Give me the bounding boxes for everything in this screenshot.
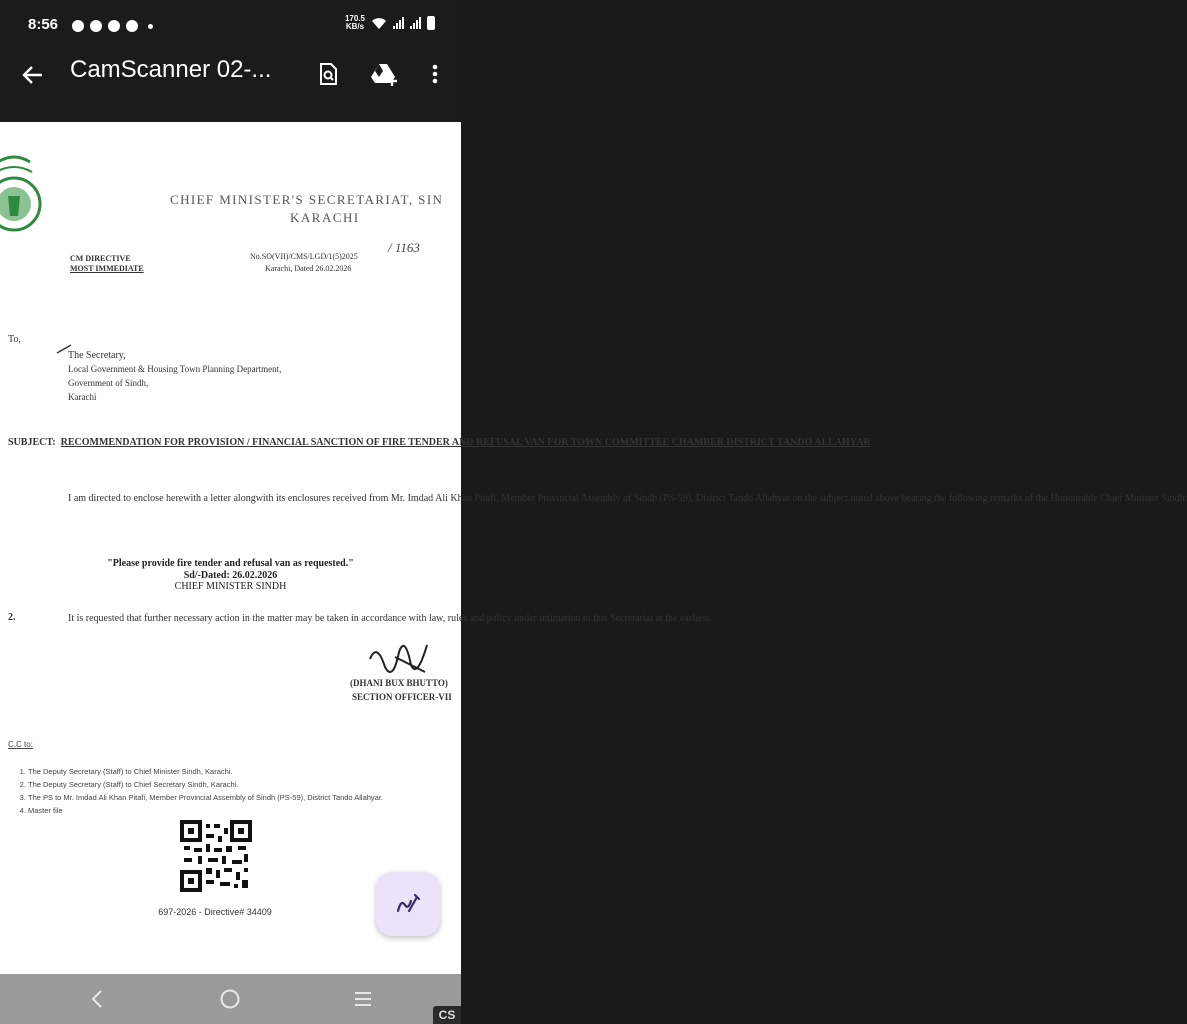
reference-number: No.SO(VII)/CMS/LGD/1(5)2025 [250,252,358,261]
signatory-title: SECTION OFFICER-VII [352,692,452,702]
facebook-icon [108,20,120,32]
directive-label: CM DIRECTIVE [70,254,131,263]
priority-label: MOST IMMEDIATE [70,264,144,273]
nav-home-icon[interactable] [215,986,245,1012]
nav-back-icon[interactable] [82,986,112,1012]
addressee-line: Local Government & Housing Town Planning Department, [68,364,282,374]
notification-icons [72,19,153,33]
cc-item: 3. The PS to Mr. Imdad Ali Khan Pitafi, Member Provincial Assembly of Sindh (PS-59), District Tando Allahyar. [28,791,458,804]
to-label: To, [8,334,21,345]
cc-label: C.C to: [8,740,33,749]
find-in-page-icon[interactable] [313,59,343,89]
more-vert-icon[interactable] [420,59,450,89]
nav-recents-icon[interactable] [348,986,378,1012]
net-speed: 170.5 KB/s [344,14,365,31]
cc-item: 2. The Deputy Secretary (Staff) to Chief Secretary Sindh, Karachi. [28,778,458,791]
cc-item: 4. Master file [28,804,458,817]
paragraph-1: I am directed to enclose herewith a letter alongwith its enclosures received from Mr. Imdad Ali Khan Pitafi, Member Provincial Assembly of Sindh (PS-59), District Tando Allahyar on the subject noted above bearing the following remarks of the Honourable Chief Minister Sindh: [68,493,1187,504]
footer-code: 697-2026 - Directive# 34409 [158,907,272,917]
paragraph-2-number: 2. [8,612,16,623]
addressee-line: The Secretary, [68,350,126,361]
drive-add-icon[interactable] [370,59,400,89]
qr-code-icon [180,820,252,892]
cm-remark-date: Sd/-Dated: 26.02.2026 [183,570,278,581]
status-right [345,15,435,31]
app-bar [0,50,461,122]
handwritten-signature-icon [365,637,435,682]
system-nav-bar [0,974,461,1024]
paragraph-2: It is requested that further necessary action in the matter may be taken in accordance with law, rules and policy under intimation to this Secretariat at the earliest. [68,613,712,624]
back-arrow-icon[interactable] [18,60,48,90]
more-notifications-icon [148,24,153,29]
whatsapp-icon [72,20,84,32]
reference-handwritten: / 1163 [388,240,420,255]
status-time: 8:56 [28,16,59,33]
battery-icon [427,16,435,30]
wifi-icon [371,17,387,30]
header-city: KARACHI [290,210,360,225]
government-seal-icon [0,154,50,244]
cm-remark-quote: "Please provide fire tender and refusal van as requested." [107,558,354,569]
signal-icon [410,17,421,29]
cm-remark-signature: CHIEF MINISTER SINDH [174,581,287,592]
addressee-line: Karachi [68,392,97,402]
subject-block [8,436,871,449]
edit-sign-icon [395,891,421,917]
facebook-icon [126,20,138,32]
cc-list [18,765,458,817]
camscanner-badge: CS [433,1006,461,1024]
signatory-name: (DHANI BUX BHUTTO) [350,678,448,688]
status-bar [0,0,461,50]
subject-label: SUBJECT: [8,437,56,448]
cc-item: 1. The Deputy Secretary (Staff) to Chief Minister Sindh, Karachi. [28,765,458,778]
signal-icon [393,17,404,29]
document-page [0,122,1187,974]
chat-bubble-icon [90,20,102,32]
document-title: CamScanner 02-... [70,56,272,83]
subject-text: RECOMMENDATION FOR PROVISION / FINANCIAL SANCTION OF FIRE TENDER AND REFUSAL VAN FOR TOWN COMMITTEE CHAMBER DISTRICT TANDO ALLAHYAR [60,437,871,448]
addressee-line: Government of Sindh, [68,378,149,388]
header-title: CHIEF MINISTER'S SECRETARIAT, SIN [170,192,444,207]
sign-document-button[interactable] [376,872,440,936]
reference-date: Karachi, Dated 26.02.2026 [265,264,352,273]
